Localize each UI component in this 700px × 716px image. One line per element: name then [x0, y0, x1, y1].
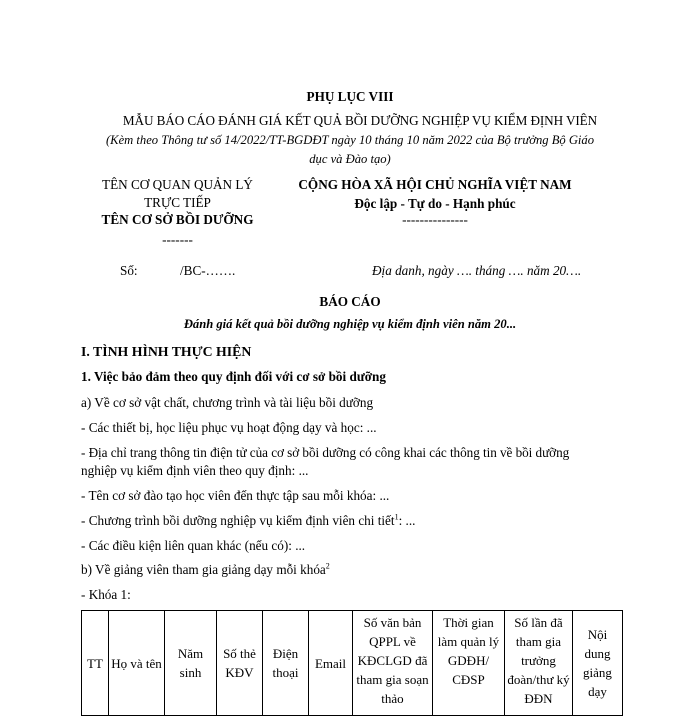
col-header-kdv-card: Số thẻ KĐV	[217, 611, 263, 716]
col-header-name: Họ và tên	[109, 611, 165, 716]
paragraph-website-line2: nghiệp vụ kiểm định viên theo quy định: ...	[81, 463, 309, 478]
place-and-date: Địa danh, ngày …. tháng …. năm 20….	[372, 263, 582, 278]
institution-name: TÊN CƠ SỞ BỒI DƯỠNG	[101, 212, 254, 227]
col-header-email: Email	[309, 611, 353, 716]
item-heading-1: 1. Việc bảo đảm theo quy định đối với cơ sở bồi dưỡng	[81, 369, 386, 384]
section-heading-1: I. TÌNH HÌNH THỰC HIỆN	[81, 344, 252, 359]
lecturers-text: b) Về giảng viên tham gia giảng dạy mỗi khóa	[81, 562, 326, 577]
report-title: BÁO CÁO	[319, 294, 381, 309]
form-title: MẪU BÁO CÁO ĐÁNH GIÁ KẾT QUẢ BỒI DƯỠNG NGHIỆP VỤ KIỂM ĐỊNH VIÊN	[122, 113, 598, 128]
appendix-heading: PHỤ LỤC VIII	[306, 89, 394, 104]
national-motto: Độc lập - Tự do - Hạnh phúc	[354, 196, 516, 211]
nation-name: CỘNG HÒA XÃ HỘI CHỦ NGHĨA VIỆT NAM	[298, 177, 572, 192]
report-subtitle: Đánh giá kết quả bồi dưỡng nghiệp vụ kiểm định viên năm 20...	[183, 317, 517, 331]
left-separator: -------	[162, 232, 193, 247]
col-header-birth-year: Năm sinh	[165, 611, 217, 716]
paragraph-website-line1: - Địa chỉ trang thông tin điện tử của cơ sở bồi dưỡng có công khai các thông tin về bồi dưỡng	[81, 445, 570, 460]
col-header-phone: Điện thoại	[263, 611, 309, 716]
course-label: - Khóa 1:	[81, 587, 131, 602]
right-separator: ---------------	[402, 212, 468, 227]
paragraph-training-site: - Tên cơ sở đào tạo học viên đến thực tập sau mỗi khóa: ...	[81, 488, 390, 503]
paragraph-equipment: - Các thiết bị, học liệu phục vụ hoạt động dạy và học: ...	[81, 420, 377, 435]
col-header-teaching-content: Nội dung giảng dạy	[573, 611, 623, 716]
paragraph-other-conditions: - Các điều kiện liên quan khác (nếu có): ...	[81, 538, 306, 553]
document-number-code: /BC-…….	[180, 263, 236, 278]
col-header-tt: TT	[82, 611, 109, 716]
agency-name-line2: TRỰC TIẾP	[144, 195, 211, 210]
attachment-note-line2: dục và Đào tạo)	[309, 152, 391, 166]
col-header-team-participation: Số lần đã tham gia trưởng đoàn/thư ký ĐĐN	[505, 611, 573, 716]
attachment-note-line1: (Kèm theo Thông tư số 14/2022/TT-BGDĐT ngày 10 tháng 10 năm 2022 của Bộ trưởng Bộ Giáo	[105, 133, 595, 147]
footnote-ref-1[interactable]: 1	[394, 512, 399, 522]
footnote-ref-2[interactable]: 2	[325, 561, 330, 571]
paragraph-b	[81, 562, 330, 578]
paragraph-a: a) Về cơ sở vật chất, chương trình và tài liệu bồi dưỡng	[81, 395, 374, 410]
agency-name-line1: TÊN CƠ QUAN QUẢN LÝ	[102, 177, 253, 192]
col-header-legal-docs: Số văn bản QPPL về KĐCLGD đã tham gia soạn thảo	[353, 611, 433, 716]
lecturer-table	[81, 610, 623, 716]
program-tail: : ...	[398, 513, 416, 528]
program-text: - Chương trình bồi dưỡng nghiệp vụ kiểm định viên chi tiết	[81, 513, 395, 528]
document-number-label: Số:	[120, 263, 138, 278]
col-header-management-time: Thời gian làm quản lý GDĐH/ CĐSP	[433, 611, 505, 716]
paragraph-program	[81, 513, 415, 529]
